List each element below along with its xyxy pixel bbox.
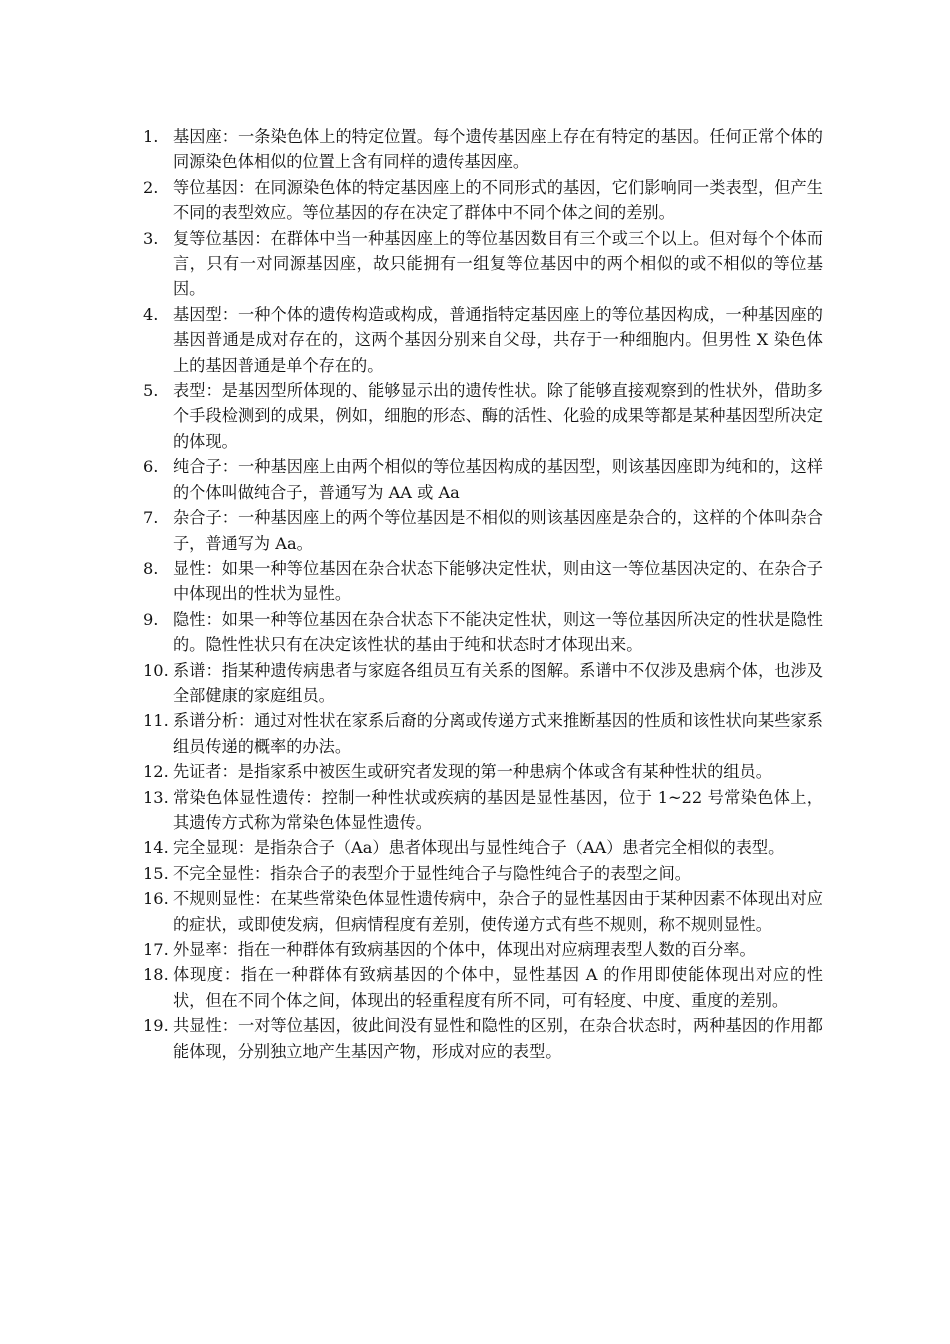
list-item — [143, 962, 823, 1013]
item-number: 8. — [143, 558, 159, 578]
item-text: 系谱：指某种遗传病患者与家庭各组员互有关系的图解。系谱中不仅涉及患病个体，也涉及全部健康的家庭组员。 — [173, 660, 823, 705]
item-text: 基因型：一种个体的遗传构造或构成，普通指特定基因座上的等位基因构成，一种基因座的基因普通是成对存在的，这两个基因分别来自父母，共存于一种细胞内。但男性 X 染色体上的基因普通是单个存在的。 — [173, 304, 823, 375]
list-item — [143, 1013, 823, 1064]
item-number: 14. — [143, 838, 169, 858]
list-item — [143, 505, 823, 556]
item-number: 6. — [143, 457, 159, 477]
item-text: 纯合子：一种基因座上由两个相似的等位基因构成的基因型，则该基因座即为纯和的，这样的个体叫做纯合子，普通写为 AA 或 Aa — [173, 457, 823, 502]
item-number: 12. — [143, 762, 169, 782]
list-item — [143, 835, 823, 860]
item-text: 体现度：指在一种群体有致病基因的个体中，显性基因 A 的作用即使能体现出对应的性状，但在不同个体之间，体现出的轻重程度有所不同，可有轻度、中度、重度的差别。 — [173, 965, 823, 1010]
item-number: 15. — [143, 863, 169, 883]
item-number: 18. — [143, 965, 169, 985]
item-text: 等位基因：在同源染色体的特定基因座上的不同形式的基因，它们影响同一类表型，但产生不同的表型效应。等位基因的存在决定了群体中不同个体之间的差别。 — [173, 177, 823, 223]
list-item — [143, 175, 823, 226]
list-item — [143, 378, 823, 454]
item-number: 13. — [143, 787, 169, 807]
list-item — [143, 759, 823, 784]
item-text: 不规则显性：在某些常染色体显性遗传病中，杂合子的显性基因由于某种因素不体现出对应的症状，或即使发病，但病情程度有差别，使传递方式有些不规则，称不规则显性。 — [173, 889, 823, 934]
definition-list — [143, 124, 823, 1064]
item-number: 7. — [143, 508, 159, 528]
item-number: 11. — [143, 711, 169, 731]
item-number: 19. — [143, 1016, 169, 1036]
list-item — [143, 861, 823, 886]
item-number: 1. — [143, 127, 159, 146]
item-number: 16. — [143, 889, 169, 909]
list-item — [143, 226, 823, 302]
list-item — [143, 124, 823, 175]
list-item — [143, 658, 823, 709]
item-number: 3. — [143, 228, 159, 248]
item-number: 17. — [143, 940, 169, 959]
list-item — [143, 607, 823, 658]
item-text: 复等位基因：在群体中当一种基因座上的等位基因数目有三个或三个以上。但对每个个体而言，只有一对同源基因座，故只能拥有一组复等位基因中的两个相似的或不相似的等位基因。 — [173, 228, 823, 299]
item-text: 系谱分析：通过对性状在家系后裔的分离或传递方式来推断基因的性质和该性状向某些家系组员传递的概率的办法。 — [173, 711, 823, 756]
item-text: 基因座：一条染色体上的特定位置。每个遗传基因座上存在有特定的基因。任何正常个体的同源染色体相似的位置上含有同样的遗传基因座。 — [173, 127, 823, 172]
list-item — [143, 708, 823, 759]
item-text: 共显性：一对等位基因，彼此间没有显性和隐性的区别，在杂合状态时，两种基因的作用都能体现，分别独立地产生基因产物，形成对应的表型。 — [173, 1016, 823, 1061]
item-text: 常染色体显性遗传：控制一种性状或疾病的基因是显性基因，位于 1~22 号常染色体上，其遗传方式称为常染色体显性遗传。 — [173, 787, 823, 832]
list-item — [143, 886, 823, 937]
item-text: 完全显现：是指杂合子（Aa）患者体现出与显性纯合子（AA）患者完全相似的表型。 — [173, 838, 785, 858]
item-number: 5. — [143, 381, 159, 401]
list-item — [143, 937, 823, 962]
item-text: 不完全显性：指杂合子的表型介于显性纯合子与隐性纯合子的表型之间。 — [173, 863, 691, 883]
item-text: 外显率：指在一种群体有致病基因的个体中，体现出对应病理表型人数的百分率。 — [173, 940, 756, 959]
item-text: 隐性：如果一种等位基因在杂合状态下不能决定性状，则这一等位基因所决定的性状是隐性的。隐性性状只有在决定该性状的基由于纯和状态时才体现出来。 — [173, 609, 823, 655]
list-item — [143, 302, 823, 378]
item-number: 2. — [143, 177, 159, 197]
item-text: 显性：如果一种等位基因在杂合状态下能够决定性状，则由这一等位基因决定的、在杂合子中体现出的性状为显性。 — [173, 558, 823, 604]
item-text: 表型：是基因型所体现的、能够显示出的遗传性状。除了能够直接观察到的性状外，借助多个手段检测到的成果，例如，细胞的形态、酶的活性、化验的成果等都是某种基因型所决定的体现。 — [173, 381, 823, 451]
item-number: 4. — [143, 304, 159, 324]
item-number: 10. — [143, 660, 169, 680]
item-text: 先证者：是指家系中被医生或研究者发现的第一种患病个体或含有某种性状的组员。 — [173, 762, 772, 782]
list-item — [143, 454, 823, 505]
item-number: 9. — [143, 609, 159, 629]
list-item — [143, 785, 823, 836]
item-text: 杂合子：一种基因座上的两个等位基因是不相似的则该基因座是杂合的，这样的个体叫杂合子，普通写为 Aa。 — [173, 508, 823, 553]
list-item — [143, 556, 823, 607]
